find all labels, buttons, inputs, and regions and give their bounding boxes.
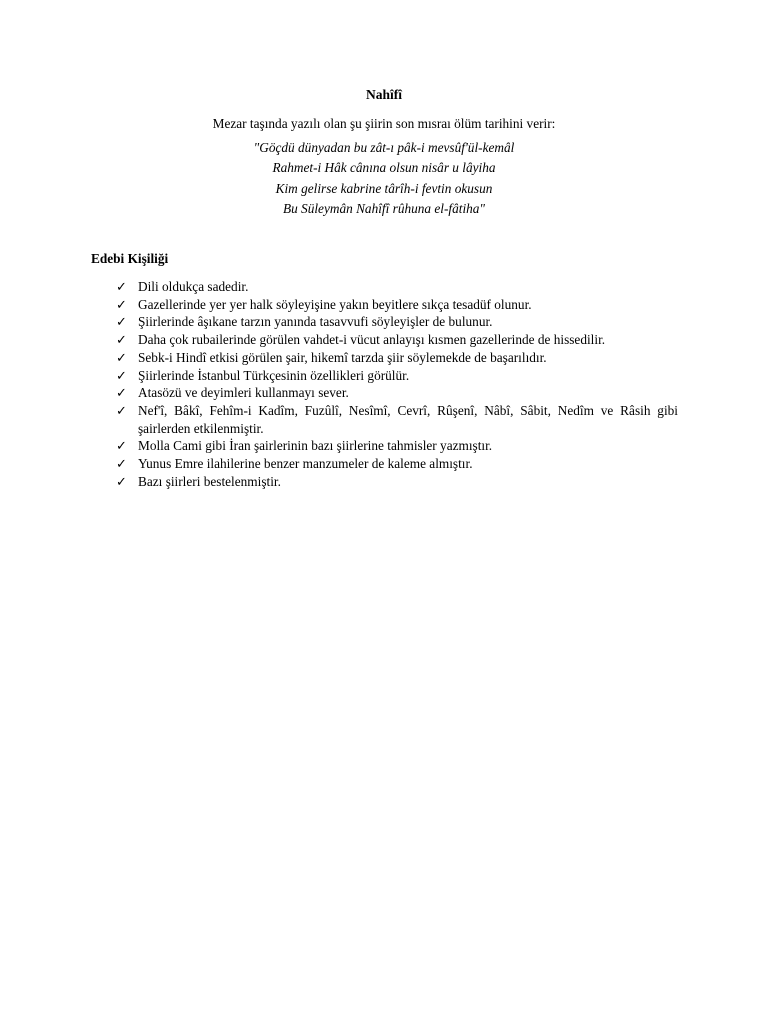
trait-list <box>116 278 678 490</box>
list-item-text: Şiirlerinde âşıkane tarzın yanında tasavvufi söyleyişler de bulunur. <box>138 314 493 330</box>
list-item <box>116 455 678 473</box>
check-icon: ✓ <box>116 332 127 348</box>
list-item-text: Şiirlerinde İstanbul Türkçesinin özellikleri görülür. <box>138 367 410 383</box>
list-item-text: Sebk-i Hindî etkisi görülen şair, hikemî tarzda şiir söylemekde de başarılıdır. <box>138 349 547 365</box>
list-item-text: Molla Cami gibi İran şairlerinin bazı şiirlerine tahmisler yazmıştır. <box>138 438 493 454</box>
page-title: Nahîfî <box>365 87 402 102</box>
check-icon: ✓ <box>116 385 127 401</box>
list-item-text: Nef'î, Bâkî, Fehîm-i Kadîm, Fuzûlî, Nesîmî, Cevrî, Rûşenî, Nâbî, Sâbit, Nedîm ve Râsih gibi şairlerden etkilenmiştir. <box>138 402 678 436</box>
list-item <box>116 473 678 491</box>
check-icon: ✓ <box>116 367 127 383</box>
section-heading: Edebi Kişiliği <box>91 251 169 266</box>
list-item <box>116 296 678 314</box>
check-icon: ✓ <box>116 473 127 489</box>
check-icon: ✓ <box>116 296 127 312</box>
check-icon: ✓ <box>116 438 127 454</box>
poem-line: Bu Süleymân Nahîfî rûhuna el-fâtiha" <box>282 200 486 216</box>
check-icon: ✓ <box>116 402 127 418</box>
list-item-text: Bazı şiirleri bestelenmiştir. <box>138 473 281 489</box>
poem-line: "Göçdü dünyadan bu zât-ı pâk-i mevsûf'ül-kemâl <box>253 140 515 155</box>
poem <box>0 138 768 219</box>
list-item-text: Atasözü ve deyimleri kullanmayı sever. <box>138 385 349 401</box>
list-item <box>116 402 678 437</box>
list-item-text: Dili oldukça sadedir. <box>138 279 249 294</box>
intro-text: Mezar taşında yazılı olan şu şiirin son mısraı ölüm tarihini verir: <box>212 116 556 131</box>
list-item <box>116 384 678 402</box>
list-item <box>116 331 678 349</box>
list-item-text: Gazellerinde yer yer halk söyleyişine yakın beyitlere sıkça tesadüf olunur. <box>138 296 532 312</box>
list-item <box>116 313 678 331</box>
check-icon: ✓ <box>116 279 127 294</box>
check-icon: ✓ <box>116 349 127 365</box>
poem-line: Kim gelirse kabrine târîh-i fevtin okusun <box>275 180 493 196</box>
poem-line: Rahmet-i Hâk cânına olsun nisâr u lâyiha <box>272 160 496 176</box>
check-icon: ✓ <box>116 456 127 472</box>
check-icon: ✓ <box>116 314 127 330</box>
list-item <box>116 367 678 385</box>
list-item <box>116 349 678 367</box>
list-item-text: Yunus Emre ilahilerine benzer manzumeler de kaleme almıştır. <box>138 456 473 472</box>
list-item <box>116 278 678 296</box>
list-item <box>116 437 678 455</box>
list-item-text: Daha çok rubailerinde görülen vahdet-i vücut anlayışı kısmen gazellerinde de hissedilir. <box>138 332 606 348</box>
